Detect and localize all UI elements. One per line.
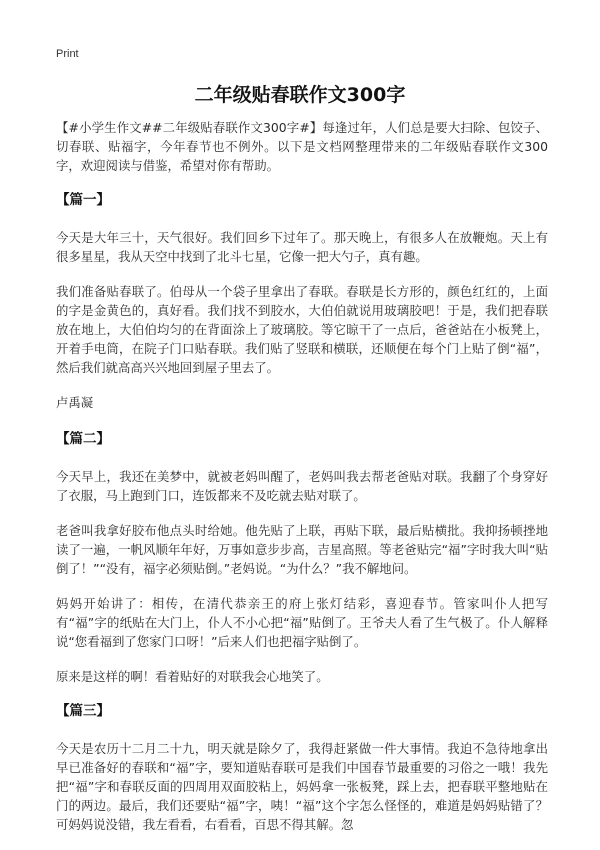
section-1-heading: 【篇一】 (56, 192, 110, 208)
section-2-paragraph: 原来是这样的啊！看着贴好的对联我会心地笑了。 (56, 669, 329, 684)
section-2-paragraph: 老爸叫我拿好胶布他点头时给她。他先贴了上联，再贴下联，最后贴横批。我抑扬顿挫地读了一遍，一帆风顺年年好，万事如意步步高，吉星高照。等老爸贴完“福”字时我大叫“贴倒了！”“没有，福字必须贴倒。”老妈说。“为什么？”我不解地问。 (56, 523, 548, 576)
section-2-paragraph: 妈妈开始讲了：相传，在清代恭亲王的府上张灯结彩，喜迎春节。管家叫仆人把写有“福”字的纸贴在大门上，仆人不小心把“福”贴倒了。王爷夫人看了生气极了。仆人解释说“您看福到了您家门口呀！”后来人们也把福字贴倒了。 (56, 596, 548, 649)
article-body (56, 118, 548, 850)
section-1-paragraph: 今天是大年三十，天气很好。我们回乡下过年了。那天晚上，有很多人在放鞭炮。天上有很多星星，我从天空中找到了北斗七星，它像一把大勺子，真有趣。 (56, 230, 548, 264)
section-3-paragraph: 今天是农历十二月二十九，明天就是除夕了，我得赶紧做一件大事情。我迫不急待地拿出早已准备好的春联和“福”字，要知道贴春联可是我们中国春节最重要的习俗之一哦！我先把“福”字和春联反面的四周用双面胶粘上，妈妈拿一张板凳，踩上去，把春联平整地贴在门的两边。最后，我们还要贴“福”字，咦！“福”这个字怎么怪怪的，难道是妈妈贴错了？可妈妈说没错，我左看看，右看看，百思不得其解。忽 (56, 741, 548, 832)
print-label[interactable]: Print (56, 48, 79, 60)
section-1-author: 卢禹凝 (56, 395, 94, 410)
intro-paragraph: 【#小学生作文##二年级贴春联作文300字#】每逢过年，人们总是要大扫除、包饺子、切春联、贴福字，今年春节也不例外。以下是文档网整理带来的二年级贴春联作文300字，欢迎阅读与借鉴，希望对你有帮助。 (56, 120, 548, 173)
section-3-heading: 【篇三】 (56, 703, 110, 719)
section-2-heading: 【篇二】 (56, 431, 110, 447)
section-1-paragraph: 我们准备贴春联了。伯母从一个袋子里拿出了春联。春联是长方形的，颜色红红的，上面的字是金黄色的，真好看。我们找不到胶水，大伯伯就说用玻璃胶吧！于是，我们把春联放在地上，大伯伯均匀的在背面涂上了玻璃胶。等它晾干了一点后，爸爸站在小板凳上，开着手电筒，在院子门口贴春联。我们贴了竖联和横联，还顺便在每个门上贴了倒“福”，然后我们就高高兴兴地回到屋子里去了。 (56, 284, 548, 375)
page-title: 二年级贴春联作文300字 (194, 84, 406, 106)
section-2-paragraph: 今天早上，我还在美梦中，就被老妈叫醒了，老妈叫我去帮老爸贴对联。我翻了个身穿好了衣服，马上跑到门口，连饭都来不及吃就去贴对联了。 (56, 469, 548, 503)
